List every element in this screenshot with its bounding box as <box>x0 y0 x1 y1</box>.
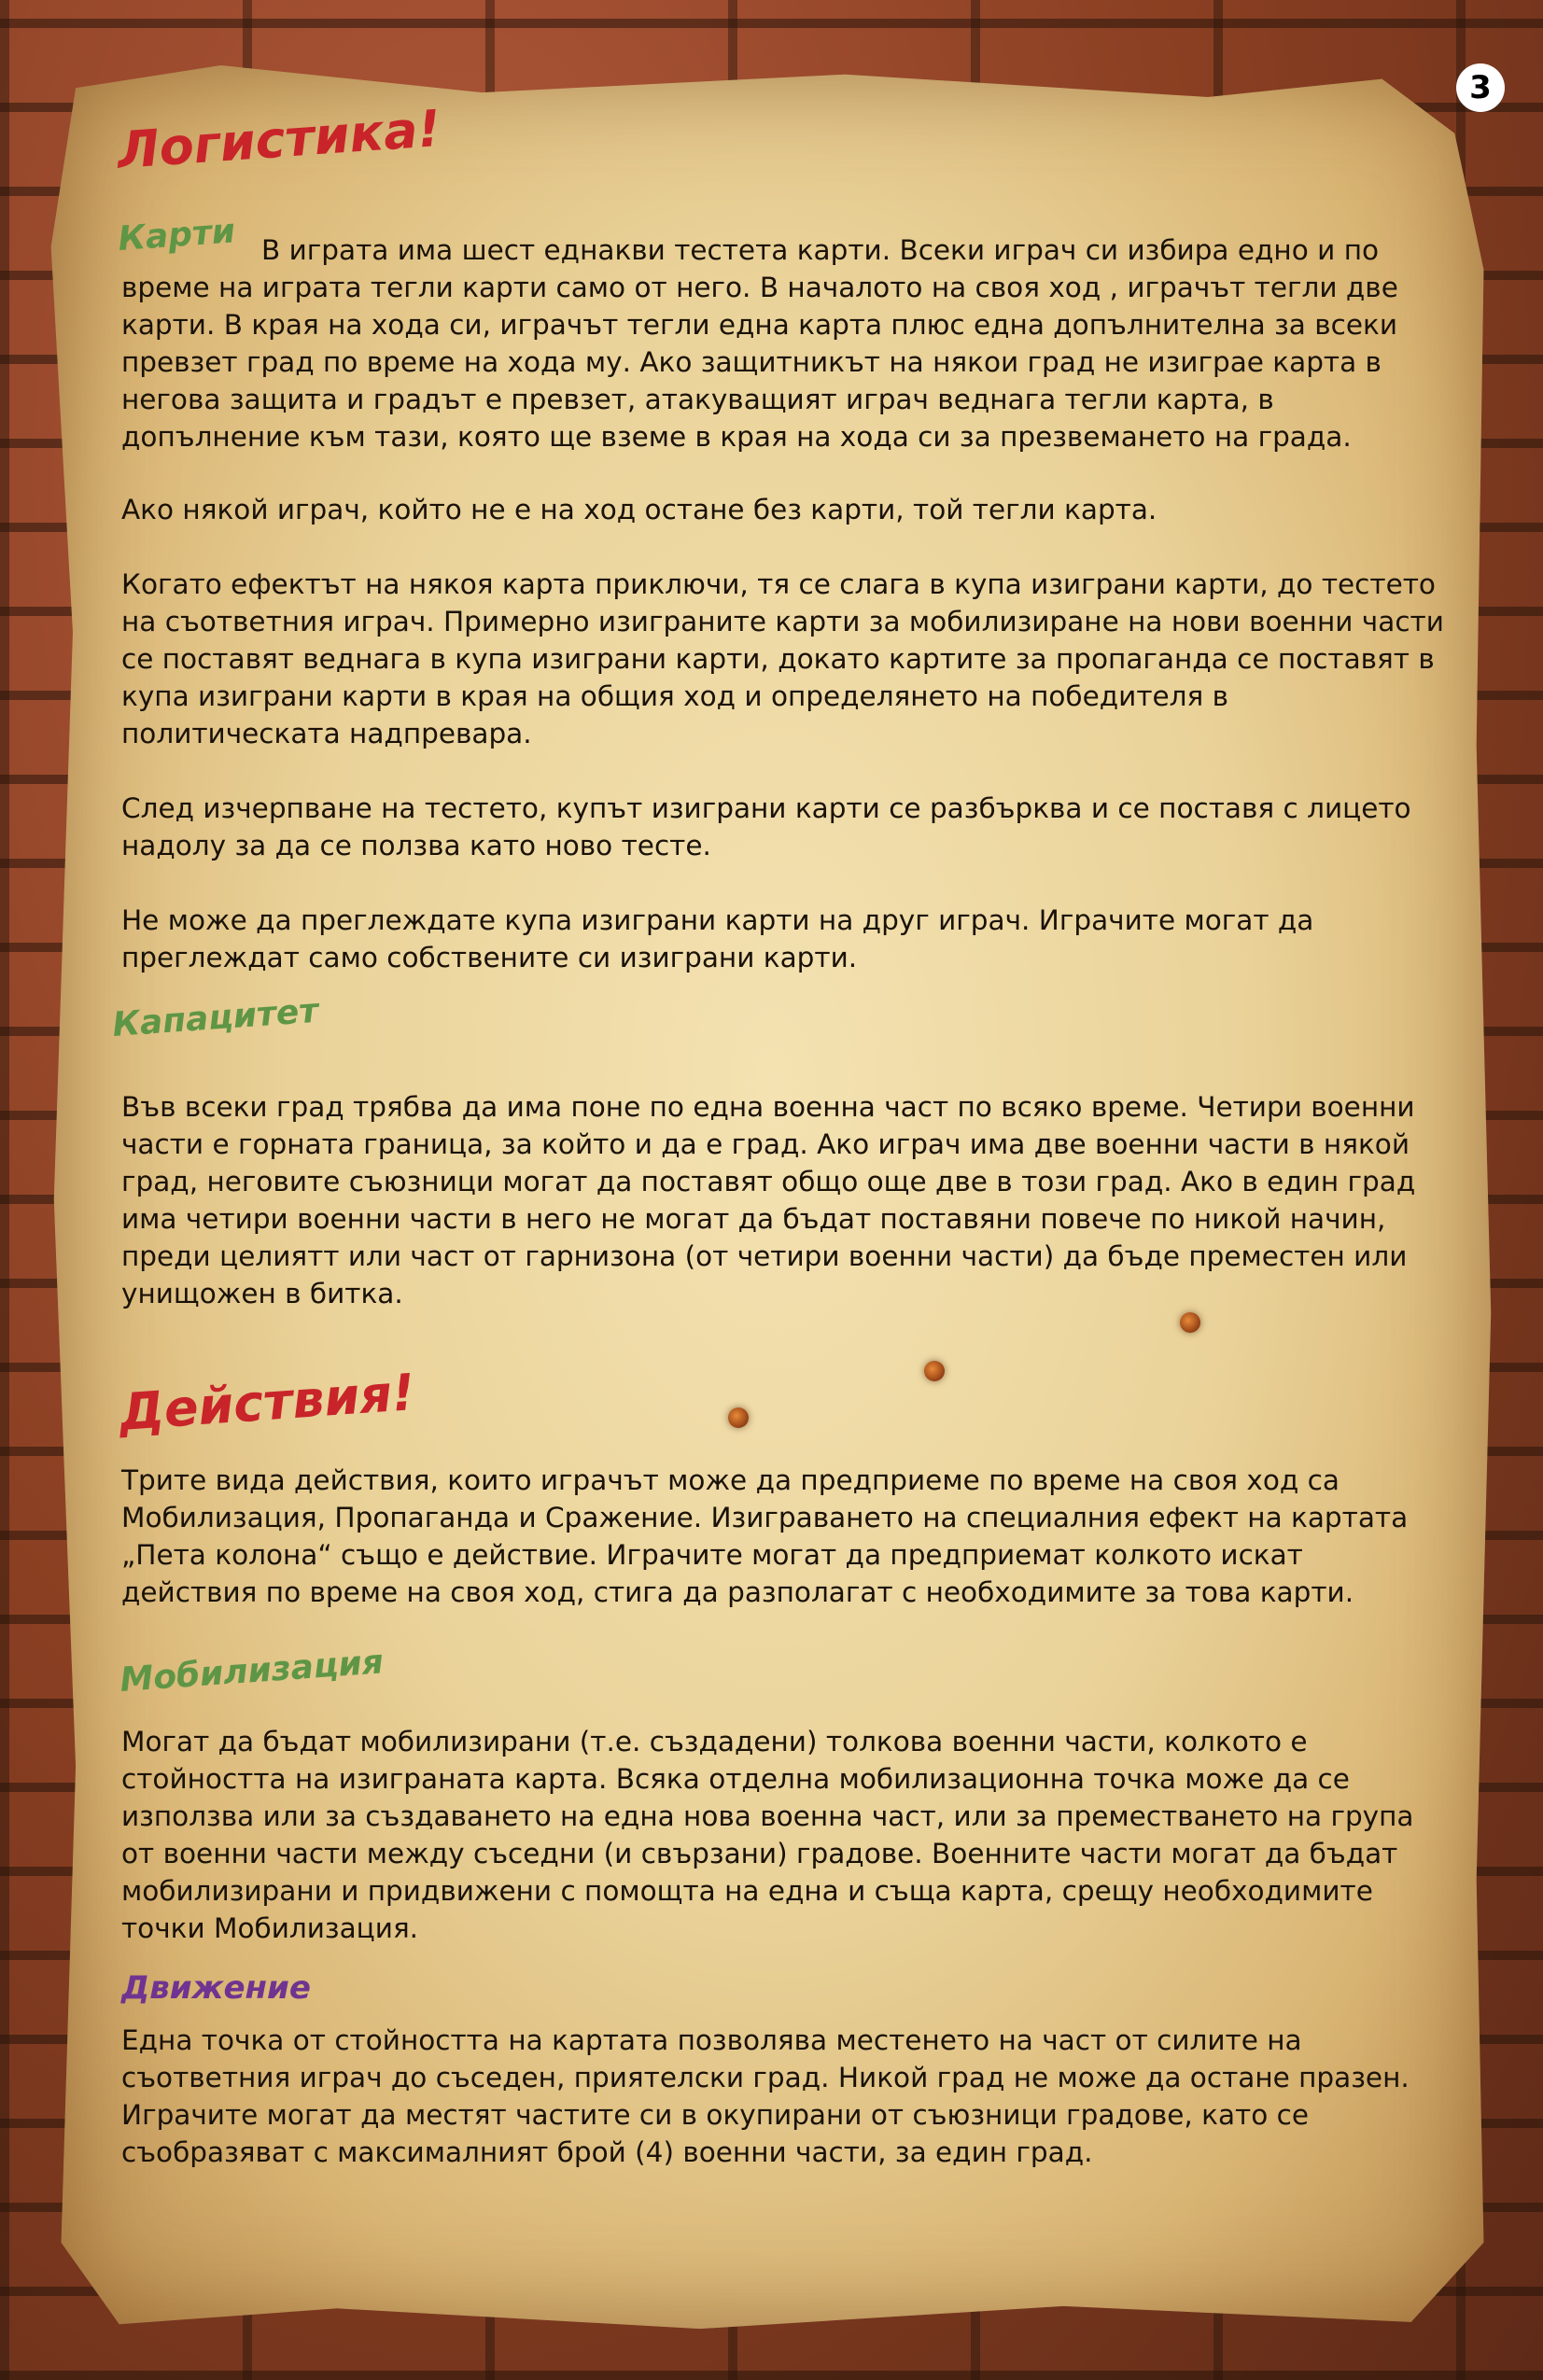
actions-intro: Трите вида действия, които играчът може да предприеме по време на своя ход са Мобилизация, Пропаганда и Сражение. Изиграването на специалния ефект на картата „Пета колона“ също е действие. Играчите могат да предприемат колкото искат действия по време на своя ход, стига да разполагат с необходимите за това карти. <box>121 1464 1409 1608</box>
pushpin-2 <box>924 1361 945 1381</box>
capacity-heading: Капацитет <box>111 991 320 1044</box>
logistics-title: Логистика! <box>115 98 443 180</box>
capacity-paragraph: Във всеки град трябва да има поне по една военна част по всяко време. Четири военни части е горната граница, за който и да е град. Ако играч има две военни части в някой град, неговите съюзници могат да поставят общо още две в този град. Ако в един град има четири военни части в него не могат да бъдат поставяни повече по никой начин, преди целиятт или част от гарнизона (от четири военни части) да бъде преместен или унищожен в битка. <box>121 1091 1416 1309</box>
cards-paragraph-1: В играта има шест еднакви тестета карти. Всеки играч си избира едно и по време на играта тегли карти само от него. В началото на своя ход , играчът тегли две карти. В края на хода си, играчът тегли една карта плюс една допълнителна за всеки превзет град по време на хода му. Ако защитникът на някои град не изиграе карта в негова защита и градът е превзет, атакуващият играч веднага тегли карта, в допълнение към тази, която ще вземе в края на хода си за презвемането на града. <box>121 234 1398 453</box>
cards-paragraph-2: Ако някой играч, който не е на ход остане без карти, той тегли карта. <box>121 494 1157 525</box>
cards-paragraph-4: След изчерпване на тестето, купът изиграни карти се разбърква и се поставя с лицето надолу за да се ползва като ново тесте. <box>121 792 1411 861</box>
cards-heading: Карти <box>117 212 237 259</box>
mobilization-heading: Мобилизация <box>119 1643 386 1700</box>
pushpin-1 <box>1180 1312 1200 1333</box>
cards-paragraph-5: Не може да преглеждате купа изиграни карти на друг играч. Играчите могат да преглеждат само собствените си изиграни карти. <box>121 904 1314 973</box>
pushpin-3 <box>728 1407 749 1428</box>
movement-paragraph: Една точка от стойността на картата позволява местенето на част от силите на съответния играч до съседен, приятелски град. Никой град не може да остане празен. Играчите могат да местят частите си в окупирани от съюзници градове, като се съобразяват с максималният брой (4) военни части, за един град. <box>121 2024 1410 2168</box>
mobilization-paragraph: Могат да бъдат мобилизирани (т.е. създадени) толкова военни части, колкото е стойността на изиграната карта. Всяка отделна мобилизационна точка може да се използва или за създаването на една нова военна част, или за преместването на група от военни части между съседни (и свързани) градове. Военните части могат да бъдат мобилизирани и придвижени с помощта на една и съща карта, срещу необходимите точки Мобилизация. <box>121 1726 1414 1944</box>
cards-paragraph-3: Когато ефектът на някоя карта приключи, тя се слага в купа изиграни карти, до тестето на съответния играч. Примерно изиграните карти за мобилизиране на нови военни части се поставят веднага в купа изиграни карти, докато картите за пропаганда се поставят в купа изиграни карти в края на общия ход и определянето на победителя в политическата надпревара. <box>121 568 1444 749</box>
movement-heading: Движение <box>121 1969 311 2007</box>
page-number: 3 <box>1456 63 1505 112</box>
actions-title: Действия! <box>117 1363 417 1442</box>
